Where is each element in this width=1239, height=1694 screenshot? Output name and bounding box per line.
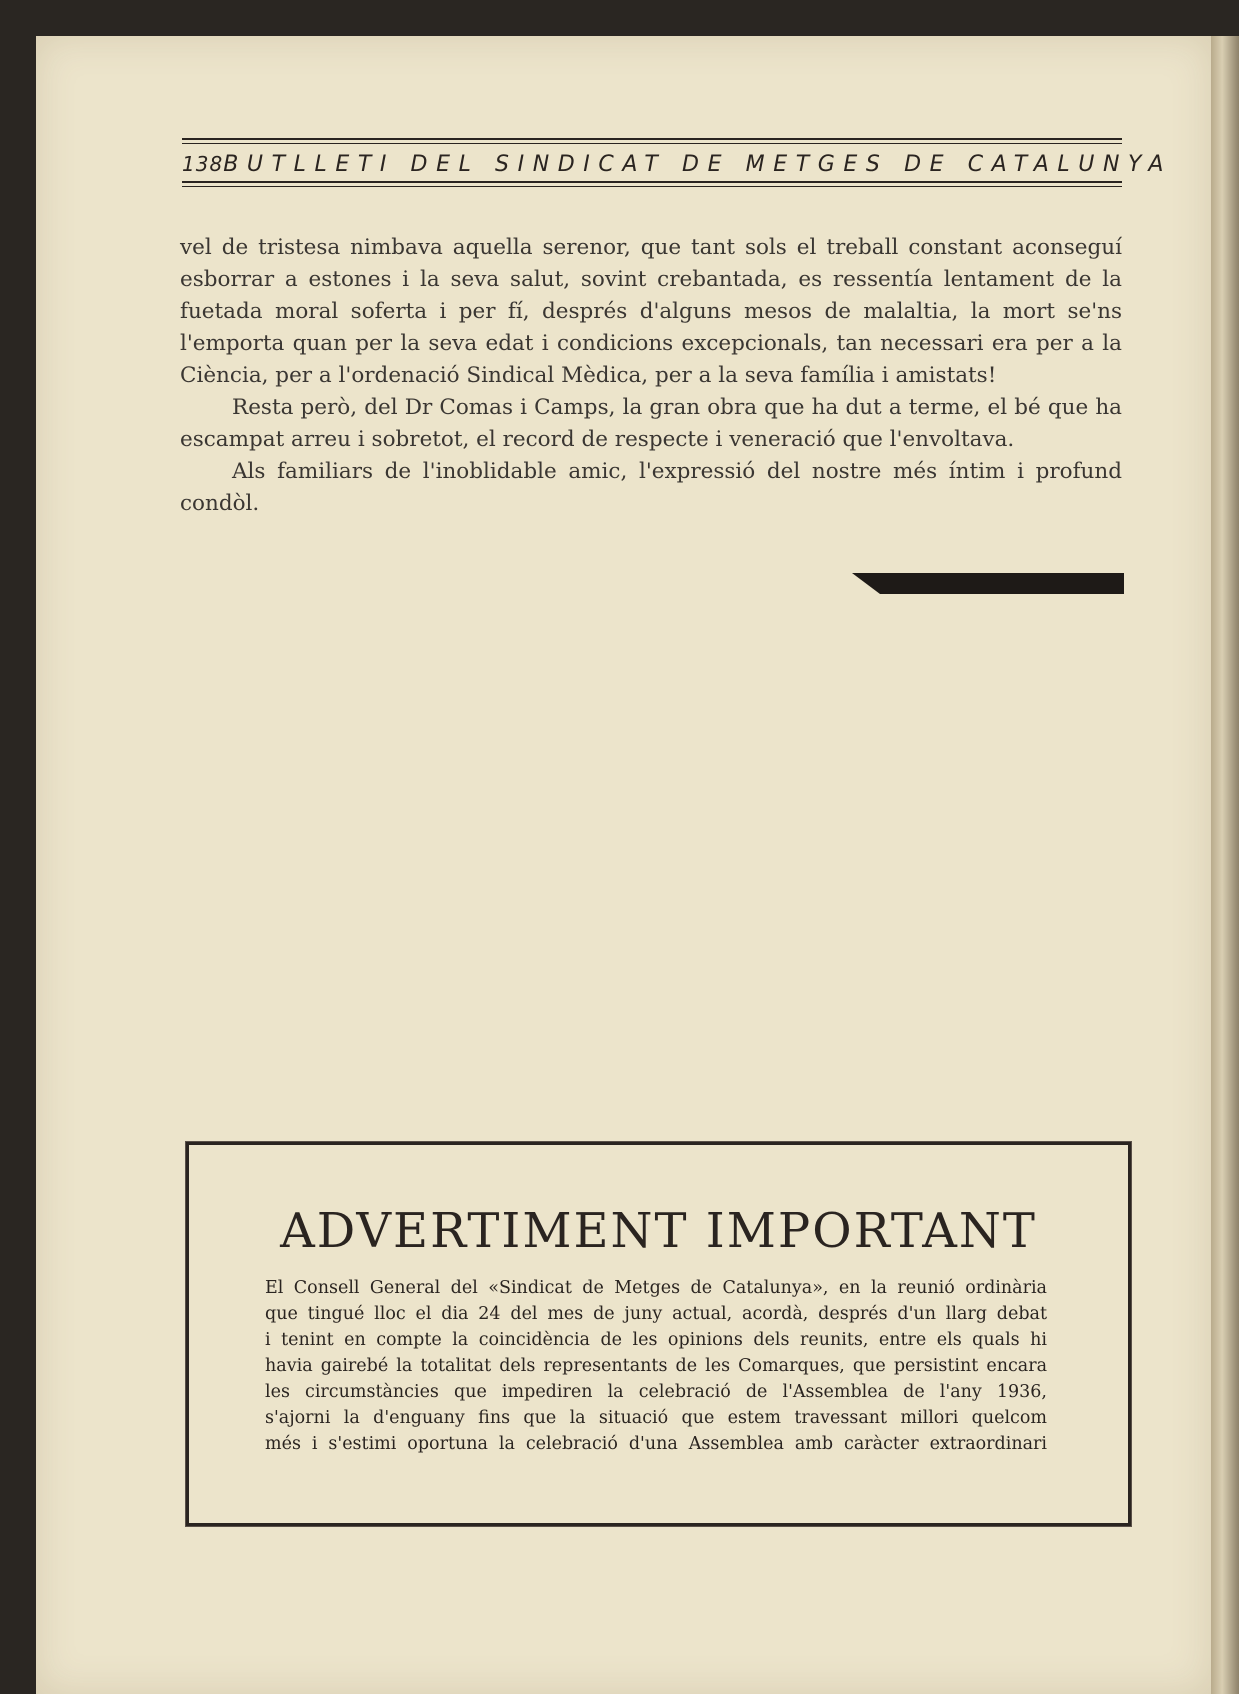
- article-paragraph: Resta però, del Dr Comas i Camps, la gran obra que ha dut a terme, el bé que ha escampat arreu i sobretot, el record de respecte i veneració que l'envoltava.: [180, 395, 1122, 452]
- running-header: [182, 138, 1172, 187]
- notice-line: s'ajorni la d'enguany fins que la situació que estem travessant millori quelcom: [265, 1408, 1047, 1428]
- page-number: 138: [182, 152, 224, 176]
- header-bottom-rule-thin: [182, 186, 1122, 187]
- page-edge: [1211, 36, 1239, 1694]
- header-text: [182, 144, 1172, 181]
- article-body: [180, 232, 1122, 520]
- notice-title: ADVERTIMENT IMPORTANT: [280, 1203, 1037, 1259]
- notice-line: El Consell General del «Sindicat de Metges de Catalunya», en la reunió ordinària: [265, 1278, 1047, 1298]
- notice-line: més i s'estimi oportuna la celebració d'una Assemblea amb caràcter extraordinari: [265, 1434, 1047, 1454]
- header-top-rule: [182, 138, 1122, 140]
- header-bottom-rule: [182, 181, 1122, 183]
- notice-line: que tingué lloc el dia 24 del mes de juny actual, acordà, després d'un llarg debat: [265, 1304, 1047, 1324]
- notice-box: [186, 1142, 1131, 1526]
- journal-title: BUTLLETI DEL SINDICAT DE METGES DE CATALUNYA: [223, 152, 1172, 177]
- article-paragraph: vel de tristesa nimbava aquella serenor, que tant sols el treball constant aconseguí esborrar a estones i la seva salut, sovint crebantada, es ressentía lentament de la fuetada moral soferta i per fí, després d'alguns mesos de malaltia, la mort se'ns l'emporta quan per la seva edat i condicions excepcionals, tan necessari era per a la Ciència, per a l'ordenació Sindical Mèdica, per a la seva família i amistats!: [180, 235, 1122, 388]
- notice-line: i tenint en compte la coincidència de les opinions dels reunits, entre els quals hi: [265, 1330, 1047, 1350]
- notice-line: les circumstàncies que impediren la celebració de l'Assemblea de l'any 1936,: [265, 1382, 1047, 1402]
- article-paragraph: Als familiars de l'inoblidable amic, l'expressió del nostre més íntim i profund condòl.: [180, 459, 1122, 516]
- end-ornament: [852, 573, 1124, 594]
- notice-line: havia gairebé la totalitat dels representants de les Comarques, que persistint encara: [265, 1356, 1047, 1376]
- notice-body: [265, 1275, 1047, 1457]
